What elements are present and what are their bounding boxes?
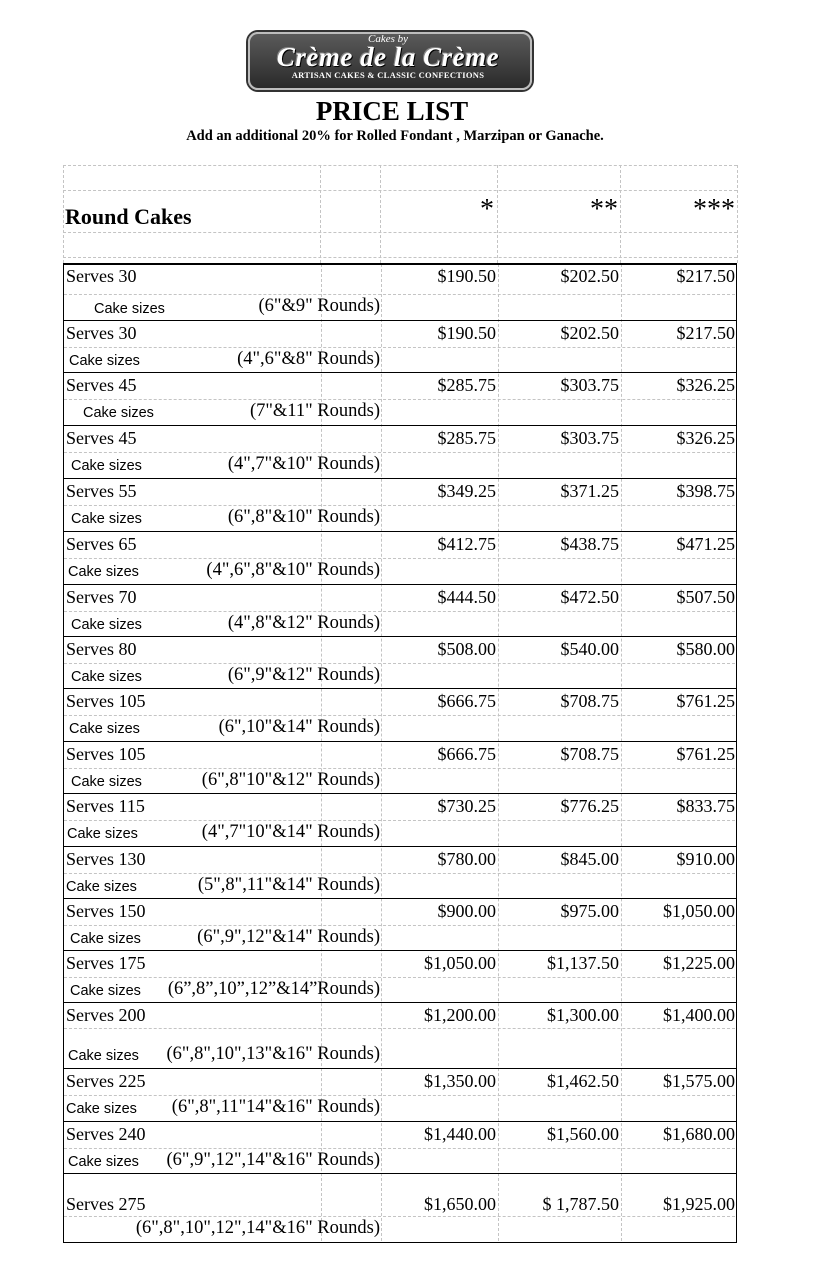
logo-tagline: ARTISAN CAKES & CLASSIC CONFECTIONS bbox=[291, 70, 485, 80]
table-row bbox=[64, 531, 736, 584]
price-tier-3: $1,050.00 bbox=[663, 901, 735, 921]
cake-sizes-label: Cake sizes bbox=[83, 405, 154, 421]
price-tier-3: $833.75 bbox=[676, 796, 735, 816]
price-tier-2: $ 1,787.50 bbox=[542, 1194, 619, 1214]
table-row bbox=[64, 898, 736, 950]
table-row bbox=[64, 1121, 736, 1173]
price-table bbox=[63, 263, 737, 1243]
logo-brand-name: Crème de la Crème bbox=[276, 42, 500, 72]
price-tier-3: $1,680.00 bbox=[663, 1124, 735, 1144]
price-tier-3: $217.50 bbox=[676, 323, 735, 343]
serves-label: Serves 55 bbox=[66, 481, 137, 501]
price-tier-2: $708.75 bbox=[560, 744, 619, 764]
cake-sizes-value: (6",8",10",12",14"&16" Rounds) bbox=[135, 1218, 380, 1238]
table-row bbox=[64, 425, 736, 478]
price-tier-2: $1,137.50 bbox=[547, 953, 619, 973]
serves-label: Serves 150 bbox=[66, 901, 146, 921]
price-tier-1: $1,350.00 bbox=[424, 1071, 496, 1091]
price-tier-3: $1,400.00 bbox=[663, 1005, 735, 1025]
price-tier-3: $761.25 bbox=[676, 691, 735, 711]
price-tier-2: $708.75 bbox=[560, 691, 619, 711]
table-row bbox=[64, 846, 736, 898]
tier-3-header: *** bbox=[693, 194, 735, 225]
price-tier-1: $285.75 bbox=[437, 428, 496, 448]
price-tier-2: $202.50 bbox=[560, 266, 619, 286]
cake-sizes-value: (6"&9" Rounds) bbox=[258, 296, 380, 316]
cake-sizes-value: (6",9",12",14"&16" Rounds) bbox=[166, 1150, 380, 1170]
table-row bbox=[64, 688, 736, 741]
cake-sizes-value: (4",7"&10" Rounds) bbox=[227, 454, 380, 474]
price-tier-1: $190.50 bbox=[437, 266, 496, 286]
cake-sizes-value: (6",8",10",13"&16" Rounds) bbox=[166, 1044, 380, 1064]
table-row bbox=[64, 478, 736, 531]
serves-label: Serves 30 bbox=[66, 323, 137, 343]
table-row bbox=[64, 741, 736, 793]
price-tier-1: $730.25 bbox=[437, 796, 496, 816]
section-heading: Round Cakes bbox=[65, 204, 192, 229]
price-tier-2: $472.50 bbox=[560, 587, 619, 607]
price-tier-1: $900.00 bbox=[437, 901, 496, 921]
price-tier-1: $780.00 bbox=[437, 849, 496, 869]
price-tier-2: $1,300.00 bbox=[547, 1005, 619, 1025]
price-tier-2: $438.75 bbox=[560, 534, 619, 554]
serves-label: Serves 45 bbox=[66, 375, 137, 395]
serves-label: Serves 225 bbox=[66, 1071, 146, 1091]
serves-label: Serves 30 bbox=[66, 266, 137, 286]
cake-sizes-value: (4",6",8"&10" Rounds) bbox=[206, 560, 380, 580]
cake-sizes-label: Cake sizes bbox=[68, 1154, 139, 1170]
cake-sizes-label: Cake sizes bbox=[94, 301, 165, 317]
cake-sizes-value: (4",6"&8" Rounds) bbox=[237, 349, 380, 369]
cake-sizes-label: Cake sizes bbox=[69, 353, 140, 369]
page-title: PRICE LIST bbox=[315, 96, 469, 126]
serves-label: Serves 240 bbox=[66, 1124, 146, 1144]
price-tier-3: $326.25 bbox=[676, 375, 735, 395]
cake-sizes-value: (5",8",11"&14" Rounds) bbox=[197, 875, 380, 895]
brand-logo bbox=[248, 22, 528, 96]
price-tier-1: $666.75 bbox=[437, 744, 496, 764]
logo-small-text: Cakes by bbox=[367, 33, 408, 45]
price-tier-1: $190.50 bbox=[437, 323, 496, 343]
price-tier-2: $845.00 bbox=[560, 849, 619, 869]
price-tier-1: $444.50 bbox=[437, 587, 496, 607]
table-row bbox=[64, 1173, 736, 1241]
price-tier-3: $1,225.00 bbox=[663, 953, 735, 973]
cake-sizes-label: Cake sizes bbox=[68, 564, 139, 580]
serves-label: Serves 80 bbox=[66, 639, 137, 659]
cake-sizes-label: Cake sizes bbox=[71, 669, 142, 685]
cake-sizes-label: Cake sizes bbox=[69, 721, 140, 737]
cake-sizes-label: Cake sizes bbox=[71, 511, 142, 527]
price-tier-2: $1,462.50 bbox=[547, 1071, 619, 1091]
serves-label: Serves 130 bbox=[66, 849, 146, 869]
table-row bbox=[64, 793, 736, 846]
table-row bbox=[64, 1002, 736, 1068]
price-tier-1: $1,650.00 bbox=[424, 1194, 496, 1214]
tier-2-header: ** bbox=[590, 194, 618, 225]
price-tier-1: $666.75 bbox=[437, 691, 496, 711]
price-tier-3: $471.25 bbox=[676, 534, 735, 554]
price-tier-3: $910.00 bbox=[676, 849, 735, 869]
price-tier-1: $1,440.00 bbox=[424, 1124, 496, 1144]
cake-sizes-label: Cake sizes bbox=[66, 1101, 137, 1117]
serves-label: Serves 175 bbox=[66, 953, 146, 973]
price-tier-3: $326.25 bbox=[676, 428, 735, 448]
cake-sizes-label: Cake sizes bbox=[68, 1048, 139, 1064]
table-row bbox=[64, 636, 736, 688]
price-tier-3: $217.50 bbox=[676, 266, 735, 286]
cake-sizes-value: (4",7"10"&14" Rounds) bbox=[201, 822, 380, 842]
serves-label: Serves 65 bbox=[66, 534, 137, 554]
price-tier-2: $776.25 bbox=[560, 796, 619, 816]
serves-label: Serves 105 bbox=[66, 691, 146, 711]
price-tier-1: $412.75 bbox=[437, 534, 496, 554]
price-tier-2: $540.00 bbox=[560, 639, 619, 659]
cake-sizes-label: Cake sizes bbox=[67, 826, 138, 842]
price-tier-2: $202.50 bbox=[560, 323, 619, 343]
cake-sizes-label: Cake sizes bbox=[70, 931, 141, 947]
cake-sizes-label: Cake sizes bbox=[70, 983, 141, 999]
price-tier-1: $285.75 bbox=[437, 375, 496, 395]
price-tier-2: $1,560.00 bbox=[547, 1124, 619, 1144]
price-tier-3: $398.75 bbox=[676, 481, 735, 501]
table-row bbox=[64, 1068, 736, 1121]
cake-sizes-value: (6",8",11"14"&16" Rounds) bbox=[171, 1097, 380, 1117]
cake-sizes-label: Cake sizes bbox=[71, 617, 142, 633]
price-tier-1: $508.00 bbox=[437, 639, 496, 659]
price-tier-3: $1,925.00 bbox=[663, 1194, 735, 1214]
cake-sizes-label: Cake sizes bbox=[66, 879, 137, 895]
cake-sizes-value: (6",9",12"&14" Rounds) bbox=[197, 927, 380, 947]
cake-sizes-value: (6",9"&12" Rounds) bbox=[227, 665, 380, 685]
serves-label: Serves 70 bbox=[66, 587, 137, 607]
table-row bbox=[64, 372, 736, 425]
price-tier-3: $761.25 bbox=[676, 744, 735, 764]
page-subtitle: Add an additional 20% for Rolled Fondant , Marzipan or Ganache. bbox=[186, 128, 604, 144]
serves-label: Serves 115 bbox=[66, 796, 145, 816]
price-tier-1: $1,050.00 bbox=[424, 953, 496, 973]
serves-label: Serves 105 bbox=[66, 744, 146, 764]
cake-sizes-value: (6",8"&10" Rounds) bbox=[227, 507, 380, 527]
cake-sizes-label: Cake sizes bbox=[71, 458, 142, 474]
cake-sizes-value: (6",8"10"&12" Rounds) bbox=[201, 770, 380, 790]
serves-label: Serves 275 bbox=[66, 1194, 146, 1214]
serves-label: Serves 200 bbox=[66, 1005, 146, 1025]
price-tier-3: $580.00 bbox=[676, 639, 735, 659]
cake-sizes-value: (6",10"&14" Rounds) bbox=[218, 717, 380, 737]
table-row bbox=[64, 320, 736, 372]
price-tier-2: $303.75 bbox=[560, 375, 619, 395]
table-row bbox=[64, 584, 736, 636]
price-tier-2: $371.25 bbox=[560, 481, 619, 501]
price-tier-1: $1,200.00 bbox=[424, 1005, 496, 1025]
price-tier-3: $1,575.00 bbox=[663, 1071, 735, 1091]
price-tier-1: $349.25 bbox=[437, 481, 496, 501]
cake-sizes-label: Cake sizes bbox=[71, 774, 142, 790]
cake-sizes-value: (4",8"&12" Rounds) bbox=[227, 613, 380, 633]
tier-1-header: * bbox=[480, 194, 494, 225]
price-tier-3: $507.50 bbox=[676, 587, 735, 607]
table-row bbox=[64, 264, 736, 320]
cake-sizes-value: (7"&11" Rounds) bbox=[249, 401, 380, 421]
price-tier-2: $975.00 bbox=[560, 901, 619, 921]
serves-label: Serves 45 bbox=[66, 428, 137, 448]
table-row bbox=[64, 950, 736, 1002]
price-tier-2: $303.75 bbox=[560, 428, 619, 448]
cake-sizes-value: (6”,8”,10”,12”&14”Rounds) bbox=[167, 979, 380, 999]
